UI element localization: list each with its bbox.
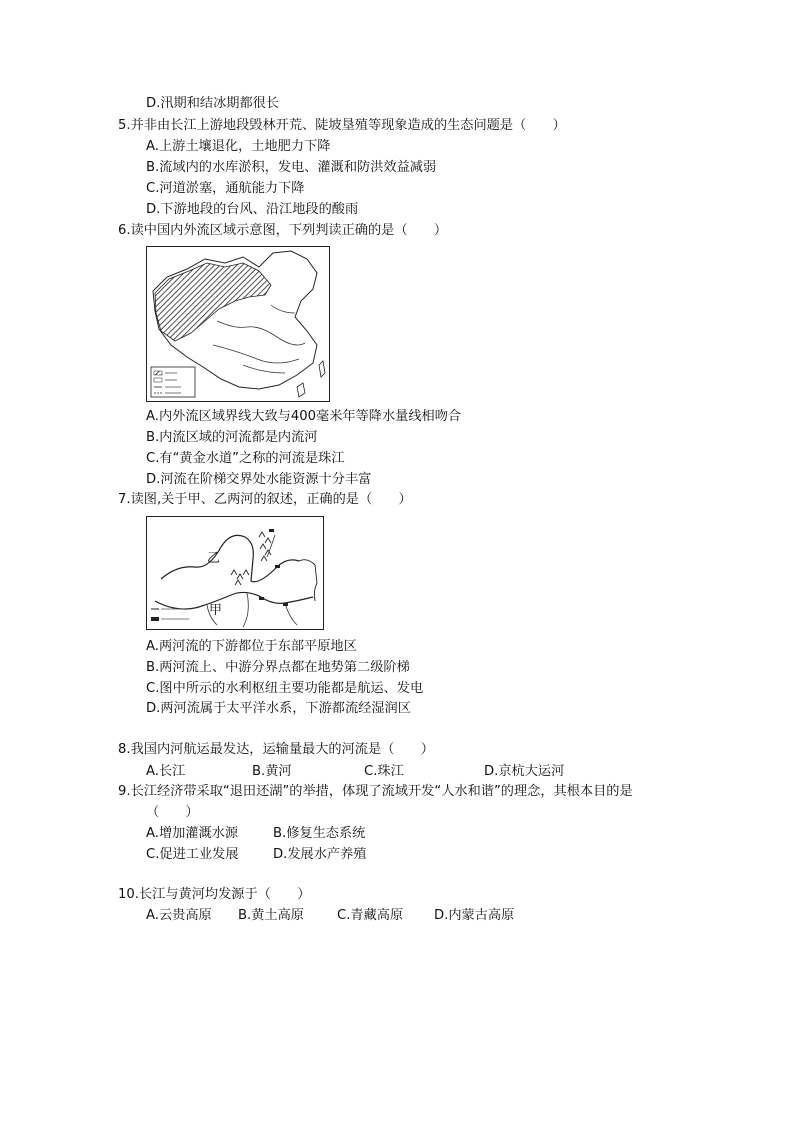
q7-option-c: C.图中所示的水利枢纽主要功能都是航运、发电 <box>146 681 424 696</box>
river-yi-label: 乙 <box>207 551 221 566</box>
q10-option-b: B.黄土高原 <box>238 908 304 923</box>
river-jia-label: 甲 <box>209 603 223 618</box>
q10-option-c: C.青藏高原 <box>337 908 404 923</box>
q5-option-b: B.流域内的水库淤积，发电、灌溉和防洪效益减弱 <box>146 160 437 175</box>
q9-option-d: D.发展水产养殖 <box>273 847 367 862</box>
q8-option-b: B.黄河 <box>252 764 292 779</box>
q8-option-c: C.珠江 <box>364 764 404 779</box>
q6-option-d: D.河流在阶梯交界处水能资源十分丰富 <box>146 472 372 487</box>
q9-stem-bracket: （ ） <box>146 805 199 820</box>
q8-stem: 8.我国内河航运最发达，运输量最大的河流是（ ） <box>118 742 434 757</box>
q8-option-d: D.京杭大运河 <box>484 764 565 779</box>
q10-option-d: D.内蒙古高原 <box>434 908 515 923</box>
q6-option-b: B.内流区域的河流都是内流河 <box>146 430 318 445</box>
q9-option-a: A.增加灌溉水源 <box>146 826 239 841</box>
q10-stem: 10.长江与黄河均发源于（ ） <box>118 887 311 902</box>
china-drainage-map <box>146 246 330 402</box>
q9-option-b: B.修复生态系统 <box>273 826 366 841</box>
q6-option-a: A.内外流区域界线大致与400毫米年等降水量线相吻合 <box>146 409 462 424</box>
q6-option-c: C.有“黄金水道”之称的河流是珠江 <box>146 451 345 466</box>
q7-option-a: A.两河流的下游都位于东部平原地区 <box>146 639 357 654</box>
q5-option-a: A.上游土壤退化，土地肥力下降 <box>146 139 331 154</box>
q7-option-b: B.两河流上、中游分界点都在地势第二级阶梯 <box>146 660 410 675</box>
q6-stem: 6.读中国内外流区域示意图，下列判读正确的是（ ） <box>118 223 448 238</box>
q5-option-d: D.下游地段的台风、沿江地段的酸雨 <box>146 202 359 217</box>
two-rivers-map <box>146 516 324 630</box>
q7-option-d: D.两河流属于太平洋水系，下游都流经湿润区 <box>146 701 411 716</box>
q10-option-a: A.云贵高原 <box>146 908 212 923</box>
q5-option-c: C.河道淤塞，通航能力下降 <box>146 181 305 196</box>
q4-option-d: D.汛期和结冰期都很长 <box>146 96 280 111</box>
q5-stem: 5.并非由长江上游地段毁林开荒、陡坡垦殖等现象造成的生态问题是（ ） <box>118 118 566 133</box>
q8-option-a: A.长江 <box>146 764 186 779</box>
q7-stem: 7.读图,关于甲、乙两河的叙述，正确的是（ ） <box>118 492 412 507</box>
q9-stem: 9.长江经济带采取“退田还湖”的举措，体现了流域开发“人水和谐”的理念，其根本目的是 <box>118 784 633 799</box>
q9-option-c: C.促进工业发展 <box>146 847 239 862</box>
